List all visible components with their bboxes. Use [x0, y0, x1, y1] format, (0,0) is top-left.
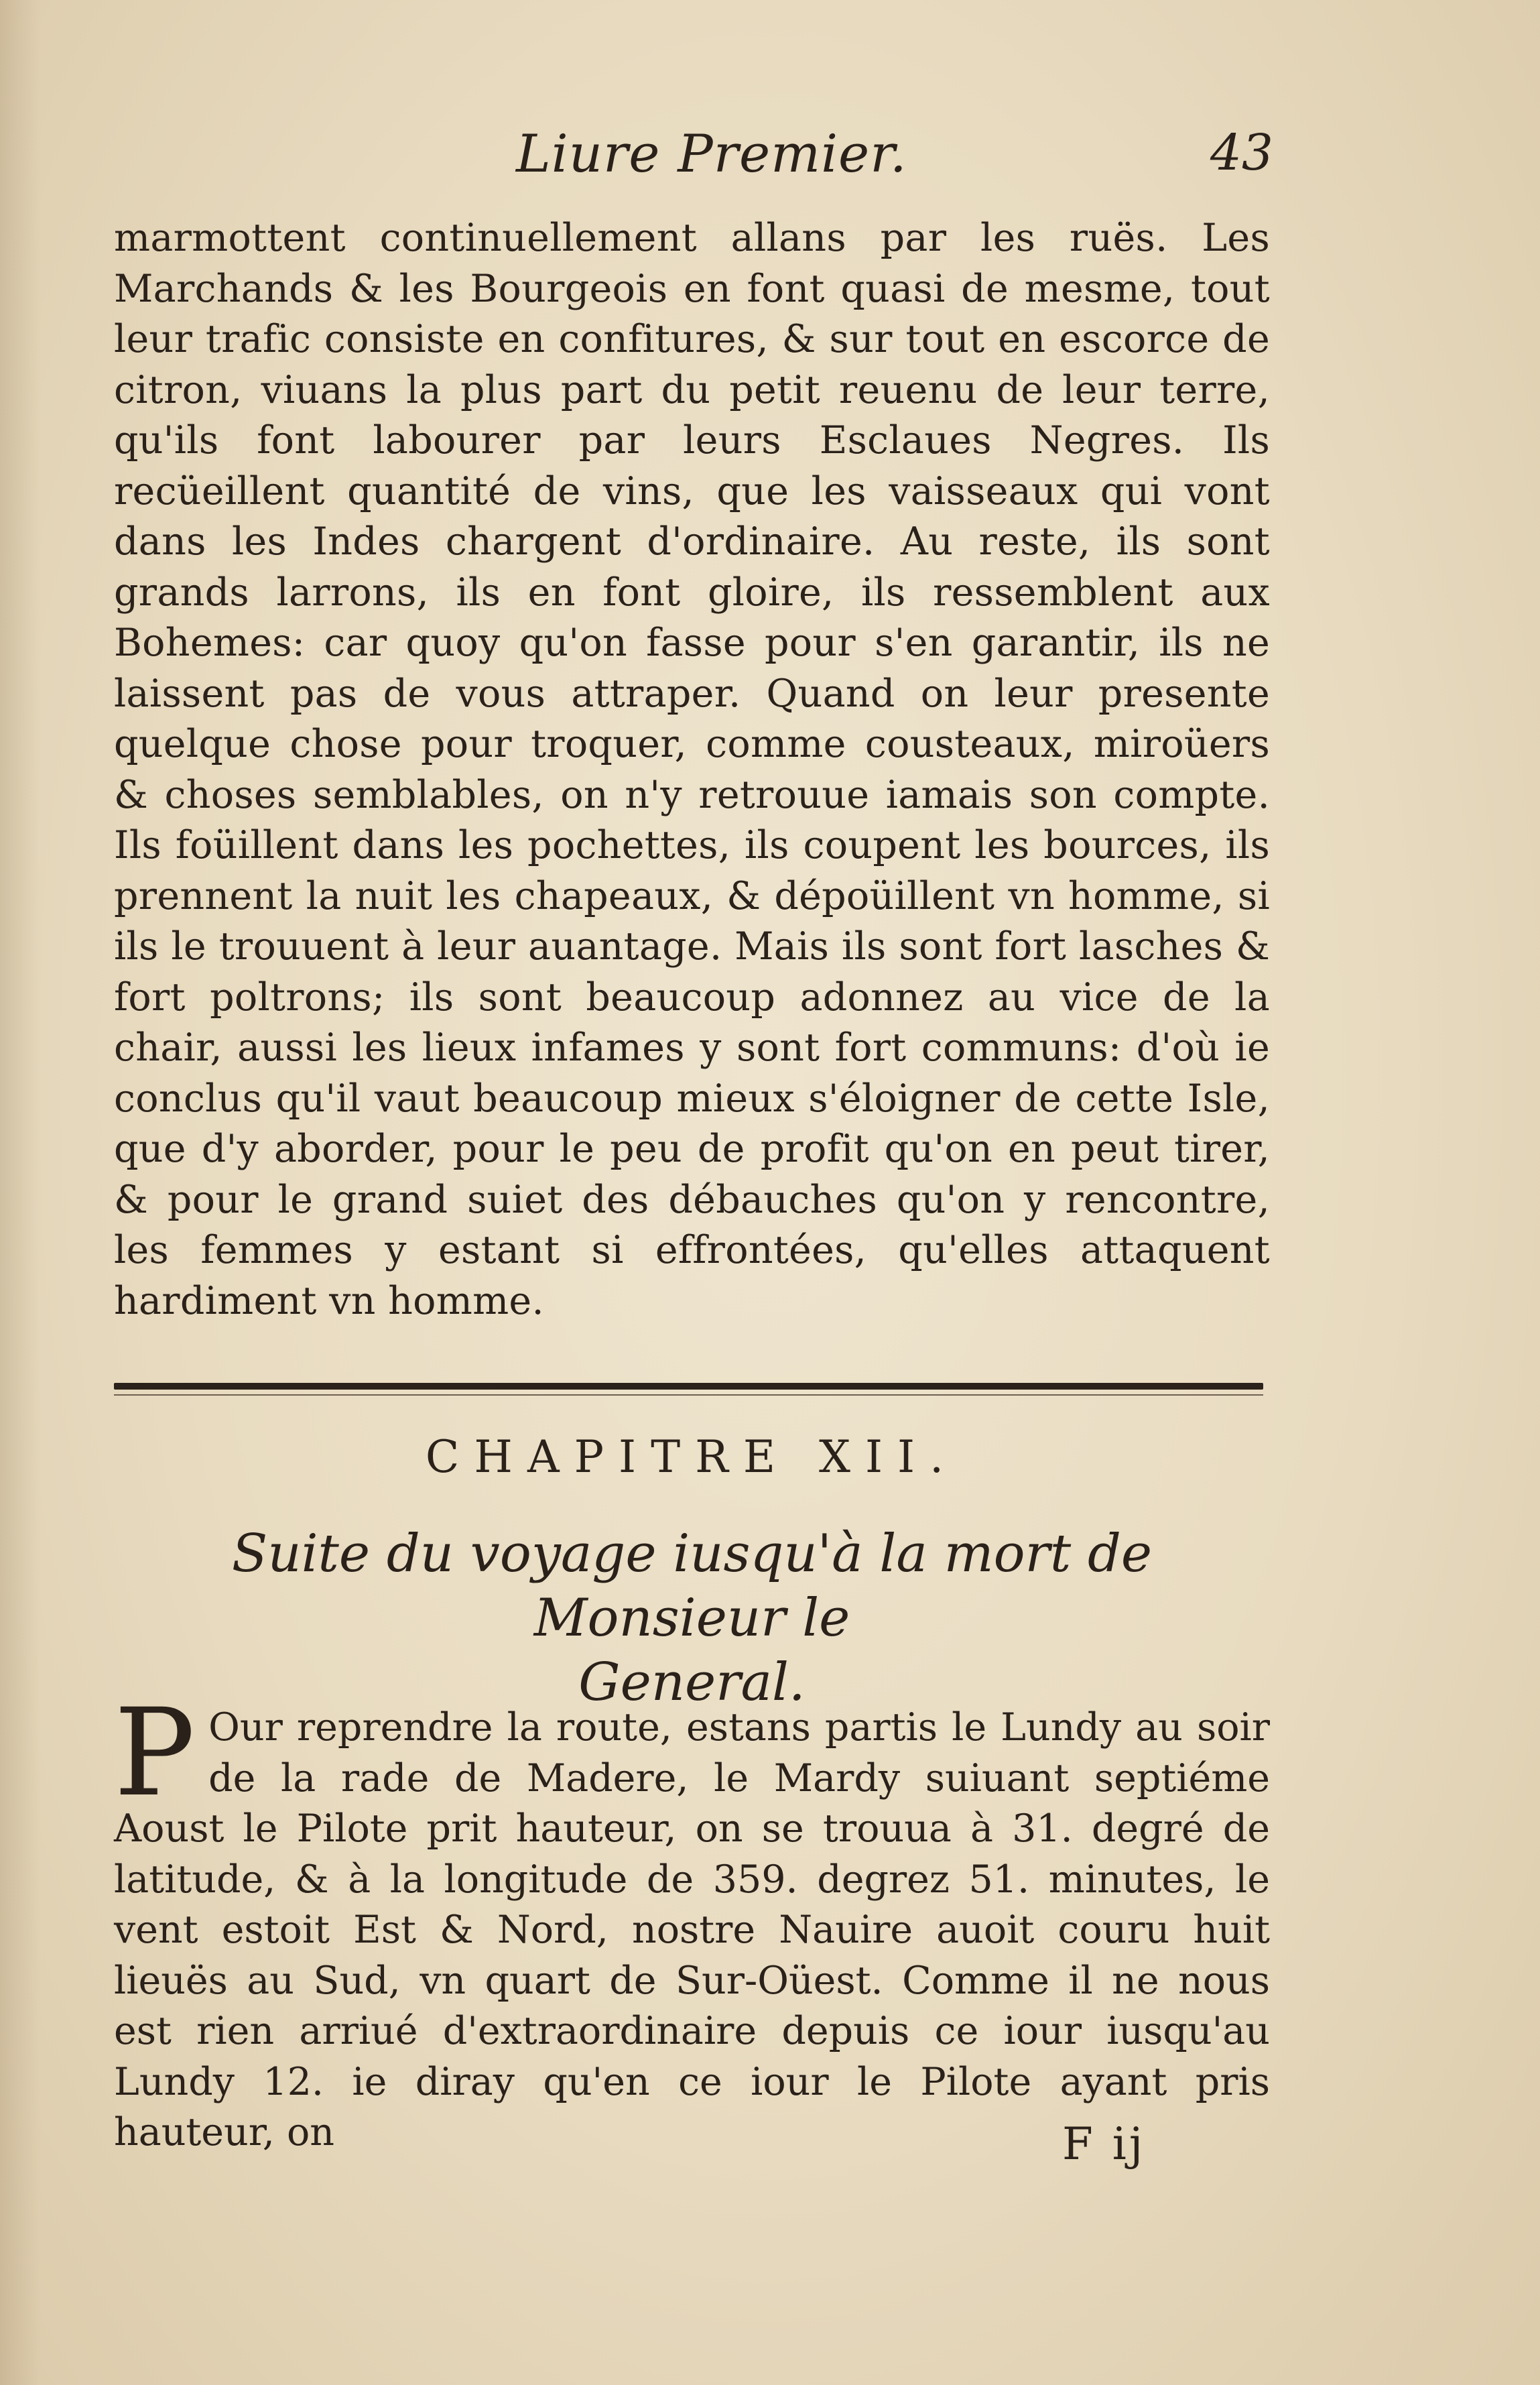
chapter-heading: CHAPITRE XII. [425, 1431, 959, 1483]
running-title: Liure Premier. [516, 124, 907, 184]
page-gutter-shadow [0, 0, 40, 2385]
chapter-paragraph-text: Our reprendre la route, estans partis le Lundy au soir de la rade de Madere, le Mardy suiuant septiéme Aoust le Pilote prit hauteur, on se trouua à 31. degré de latitude, & à la longitude de 359. degrez 51. minutes, le vent estoit Est & Nord, nostre Nauire auoit couru huit lieuës au Sud, vn quart de Sur-Oüest. Comme il ne nous est rien arriué d'extraordinaire depuis ce iour iusqu'au Lundy 12. ie diray qu'en ce iour le Pilote ayant pris hauteur, on [114, 1705, 1270, 2154]
section-rule-thin [114, 1394, 1263, 1396]
page-number: 43 [1210, 124, 1273, 182]
drop-capital: P [114, 1683, 196, 1823]
chapter-paragraph [114, 1683, 1270, 2158]
running-head [114, 124, 1273, 198]
body-paragraph: marmottent continuellement allans par les ruës. Les Marchands & les Bourgeois en font quasi de mesme, tout leur trafic consiste en confitures, & sur tout en escorce de citron, viuans la plus part du petit reuenu de leur terre, qu'ils font labourer par leurs Esclaues Negres. Ils recüeillent quantité de vins, que les vaisseaux qui vont dans les Indes chargent d'ordinaire. Au reste, ils sont grands larrons, ils en font gloire, ils ressemblent aux Bohemes: car quoy qu'on fasse pour s'en garantir, ils ne laissent pas de vous attraper. Quand on leur presente quelque chose pour troquer, comme cousteaux, miroüers & choses semblables, on n'y retrouue iamais son compte. Ils foüillent dans les pochettes, ils coupent les bources, ils prennent la nuit les chapeaux, & dépoüillent vn homme, si ils le trouuent à leur auantage. Mais ils sont fort lasches & fort poltrons; ils sont beaucoup adonnez au vice de la chair, aussi les lieux infames y sont fort communs: d'où ie conclus qu'il vaut beaucoup mieux s'éloigner de cette Isle, que d'y aborder, pour le peu de profit qu'on en peut tirer, & pour le grand suiet des débauches qu'on y rencontre, les femmes y estant si effrontées, qu'elles attaquent hardiment vn homme. [114, 216, 1270, 1323]
signature-mark: F ij [1062, 2118, 1146, 2170]
section-rule [114, 1383, 1263, 1390]
chapter-subtitle [114, 1522, 1270, 1715]
chapter-subtitle-line-2: General. [578, 1652, 806, 1713]
chapter-subtitle-line-1: Suite du voyage iusqu'à la mort de Monsieur le [231, 1524, 1153, 1648]
